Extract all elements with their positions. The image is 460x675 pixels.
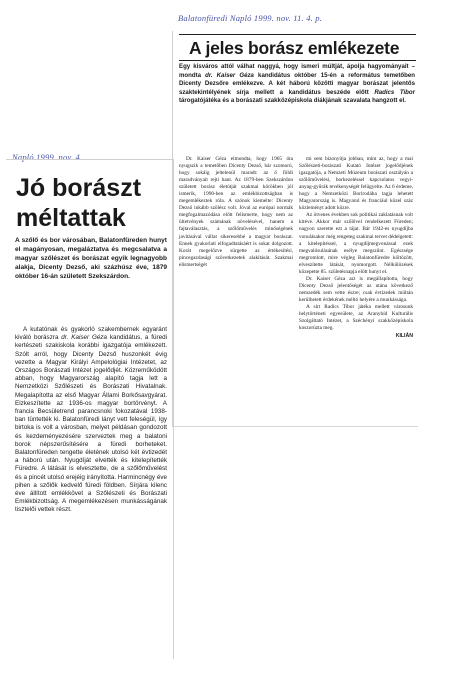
- title-rule: [179, 60, 416, 61]
- right-article-column-2: [299, 156, 413, 340]
- handwritten-source-note-left: Napló 1999. nov. 4.: [12, 152, 83, 162]
- body-text: kandidátus, a füredi kertészeti szakiskola korábbi igazgatója emlékezett. Szólt arról, hogy Dicenty Dezső huszonkét évig vezette a Magyar Királyi Ampelológiai Intézetet, az Országos Borászati Intézet jogelődjét. Közreműködött abban, hogy Magyarország alapító tagja lett a Nemzetközi Szőlészeti és Borászati Hivatalnak. Megalapította az első Magyar Állami Borkősavgyárat. Elzkeszítette az 1936-os magyar bortörvényt. A francia Becsületrend parancsnoki fokozatával 1938-ban tüntették ki. Balatonfüredi lányt vett feleségül, így birtoka is volt a városban, melyet példásan gondozott és kezdeményezésére szerveztek meg a balatoni borok népszerűsítésére a füredi borheteket. Balatonfüreden tengette életének utolsó két évtizedét a háború után. Nyugdíját elvették és kitelepítették Füredre. A látását is elvesztette, de a szőlőművelést és a pincét utolsó erejéig irányította. Harmincnégy éve pihen a szőlők kedvelő füredi földben. Sírjára kilenc éve állított emlékkövet a Szőlészeti és Borászati Emlékbizottság. A megemlékezésen munkásságának tisztelői vettek részt.: [15, 334, 167, 514]
- left-article-title: Jó borászt méltattak: [16, 174, 142, 232]
- body-text: A kutatónak és gyakorló szakembernek egyaránt kiváló borászra: [15, 326, 167, 342]
- right-article-column-1: [179, 156, 293, 269]
- right-article-lead: [179, 63, 415, 106]
- paragraph: [15, 326, 167, 515]
- lead-name: Radics Tibor: [374, 88, 415, 96]
- paragraph: A sírt Radics Tibor játéka mellett városunk helytörténeti egyesülete, az Aranyhíd Kulturális Szolgáltató Intézet, a Széchényi szakközépiskola koszorúzta meg.: [299, 303, 413, 332]
- lead-name: dr. Kaiser Géza: [205, 71, 254, 79]
- lead-text: tárogatójátéka és a borászati szakközépiskola diákjának szavalata hangzott el.: [179, 97, 406, 105]
- handwritten-source-note-top: Balatonfüredi Napló 1999. nov. 11. 4. p.: [178, 13, 323, 23]
- lead-text: kandidátus október 15-én a református temetőben Dicenty Dezsőre emlékezve. A két háború közötti magyar borászat jelentős szaktekintélyének sírja mellett a kandidátus beszéde előtt: [179, 71, 415, 96]
- clipping-right: [172, 31, 418, 427]
- top-rule: [179, 34, 416, 35]
- body-name: dr. Kaiser Géza: [61, 334, 107, 342]
- clipping-left: [6, 159, 174, 659]
- left-article-body: [15, 326, 167, 515]
- right-article-title: A jeles borász emlékezete: [189, 38, 400, 58]
- author-signature: KILIÁN: [395, 333, 413, 340]
- paragraph: Dr. Kaiser Géza azt is megállapította, hogy Dicenty Dezső jelentőségét az utána következő nemzedék sem vette észre; csak évtizedek múltán kerülhetett érdekének méltó helyére a munkássága.: [299, 275, 413, 303]
- paragraph: Dr. Kaiser Géza elmondta, hogy 1965 óta nyugszik a temetőben Dicenty Dezső, bár szomorú, hogy sokáig jeltelenül maradt: az ő földi maradványait rejti hant. Az 1879-ben Szekszárdon született borász életútját szakmai körökben jól ismerik, 1990-ben az emlékbizottságban is megemlékeztek róla. A szónok kiemelte: Dicenty Dezső inkább szőlész volt. Jóval az európai normák megfogalmazódása előtt felismerte, hogy nem az ültetvények számának növelésével, hanem a fajtaválasztás, a szőlőművelés minőségének javításával vállat sikeresebbé a magyar borászat. Ennek gyakorlati elfogadtatásáért is sokat dolgozott. Korát megelőzve sürgette az értékesítési, pincegazdasági szövetkezetek alakítását. Szakmai elismertségét: [179, 156, 293, 268]
- left-article-lead: A szőlő és bor városában, Balatonfüreden hunyt el magányosan, megaláztatva és megcsalatva a magyar szőlészet és borászat egyik legnagyobb alakja, Dicenty Dezső, aki százhúsz éve, 1879 október 16-án született Szekszárdon.: [15, 237, 167, 281]
- paragraph: Az ötvenes években sok politikai zaklatásnak volt kitéve. Akkor már szőlővel rendelkezett Füreden; nagyon szerette ezt a tájat. Bár 1942-es nyugdíjba vonulásakor még rengeteg szakmai tervet dédelgetett: a kitelepítéssel, a nyugdíjmegvonással ezek megvalósulásának esélye megszűnt. Egészsége megromlott, mire végleg Balatonfüredre költözött, elveszítette látását, nyomorgott. Nélkülözések közepette 85. születésnapja előtt hunyt el.: [299, 212, 413, 275]
- lead-text: Egy kisváros attól válhat naggyá, hogy ismeri múltját, ápolja hagyományait – mondta: [179, 63, 415, 79]
- paragraph: mi sem bizonyítja jobban, mint az, hogy a mai Szőlészeti-borászati Kutató Intézet jogelődjének igazgatója, a Nemzeti Múzeum borászati osztályán a szőlőművelési, borkezeléssel kapcsolatos vegyi-anyag-gyűrák tevékenységét felügyelte. Az 6 érdeme, hogy a Nemzetközi Borirodába tagja lehetett Magyarország is. Magyarul és franciául közel száz közleményt adott közre.: [299, 156, 413, 212]
